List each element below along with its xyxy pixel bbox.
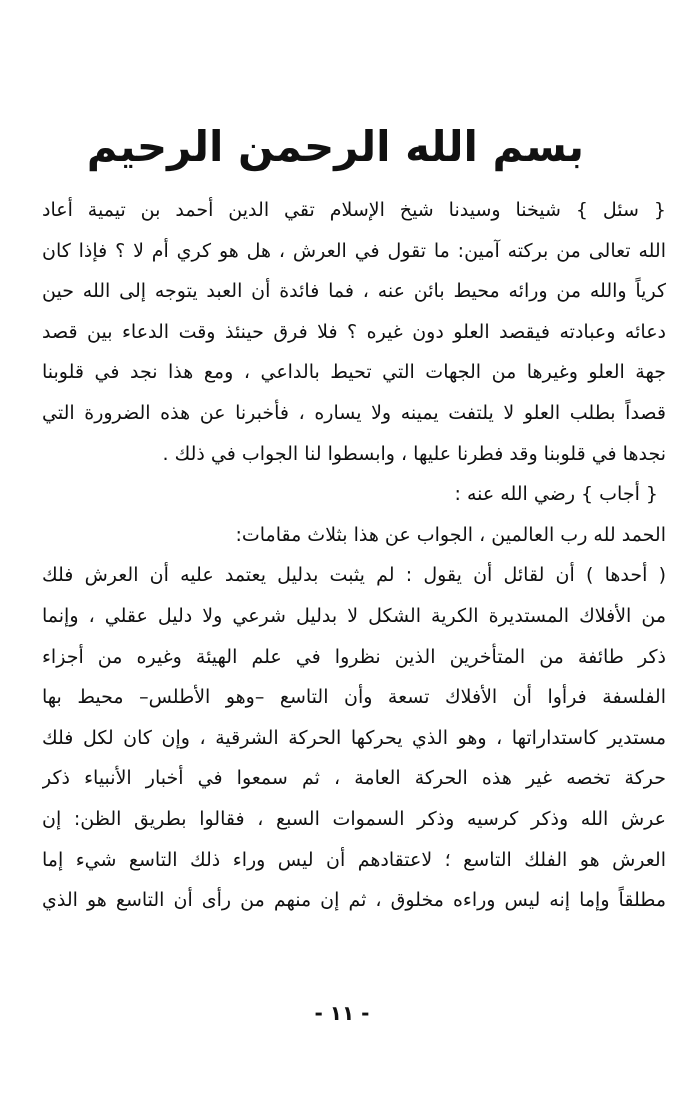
body-text [42,190,666,921]
text-line: كرياً والله من ورائه محيط بائن عنه ، فما فائدة أن العبد يتوجه إلى الله حين [42,280,666,303]
basmala-heading: بسم الله الرحمن الرحيم [86,122,584,171]
text-line: الحمد لله رب العالمين ، الجواب عن هذا بثلاث مقامات: [235,523,666,546]
text-line: من الأفلاك المستديرة الكرية الشكل لا بدليل شرعي ولا دليل عقلي ، وإنما [42,604,666,627]
text-line: عرش الله وذكر كرسيه وذكر السموات السبع ، فقالوا بطريق الظن: إن [42,807,666,830]
text-line: ( أحدها ) أن لقائل أن يقول : لم يثبت بدليل يعتمد عليه أن العرش فلك [42,564,666,587]
text-line: حركة تخصه غير هذه الحركة العامة ، ثم سمعوا في أخبار الأنبياء ذكر [42,767,666,790]
text-line: ذكر طائفة من المتأخرين الذين نظروا في علم الهيئة وغيره من أجزاء [42,645,666,668]
text-line: جهة العلو وغيرها من الجهات التي تحيط بالداعي ، ومع هذا نجد في قلوبنا [42,361,666,384]
text-line: { سئل } شيخنا وسيدنا شيخ الإسلام تقي الدين أحمد بن تيمية أعاد [42,199,666,221]
text-line: دعائه وعبادته فيقصد العلو دون غيره ؟ فلا فرق حينئذ وقت الدعاء بين قصد [42,320,666,343]
text-line: { أجاب } رضي الله عنه : [454,483,658,506]
page-number: - ١١ - [314,1001,370,1025]
text-line: مستدير كاستداراتها ، وهو الذي يحركها الحركة الشرقية ، وإن كان لكل فلك [42,726,666,749]
text-line: نجدها في قلوبنا وقد فطرنا عليها ، وابسطوا لنا الجواب في ذلك . [162,442,666,465]
text-line: الفلسفة فرأوا أن الأفلاك تسعة وأن التاسع –وهو الأطلس– محيط بها [42,686,666,709]
text-line: قصداً بطلب العلو لا يلتفت يمينه ولا يساره ، فأخبرنا عن هذه الضرورة التي [42,401,666,424]
text-line: العرش هو الفلك التاسع ؛ لاعتقادهم أن ليس وراء ذلك التاسع شيء إما [42,848,666,871]
text-line: مطلقاً وإما إنه ليس وراءه مخلوق ، ثم إن منهم من رأى أن التاسع هو الذي [42,889,666,912]
text-line: الله تعالى من بركته آمين: ما تقول في العرش ، هل هو كري أم لا ؟ فإذا كان [42,239,666,262]
